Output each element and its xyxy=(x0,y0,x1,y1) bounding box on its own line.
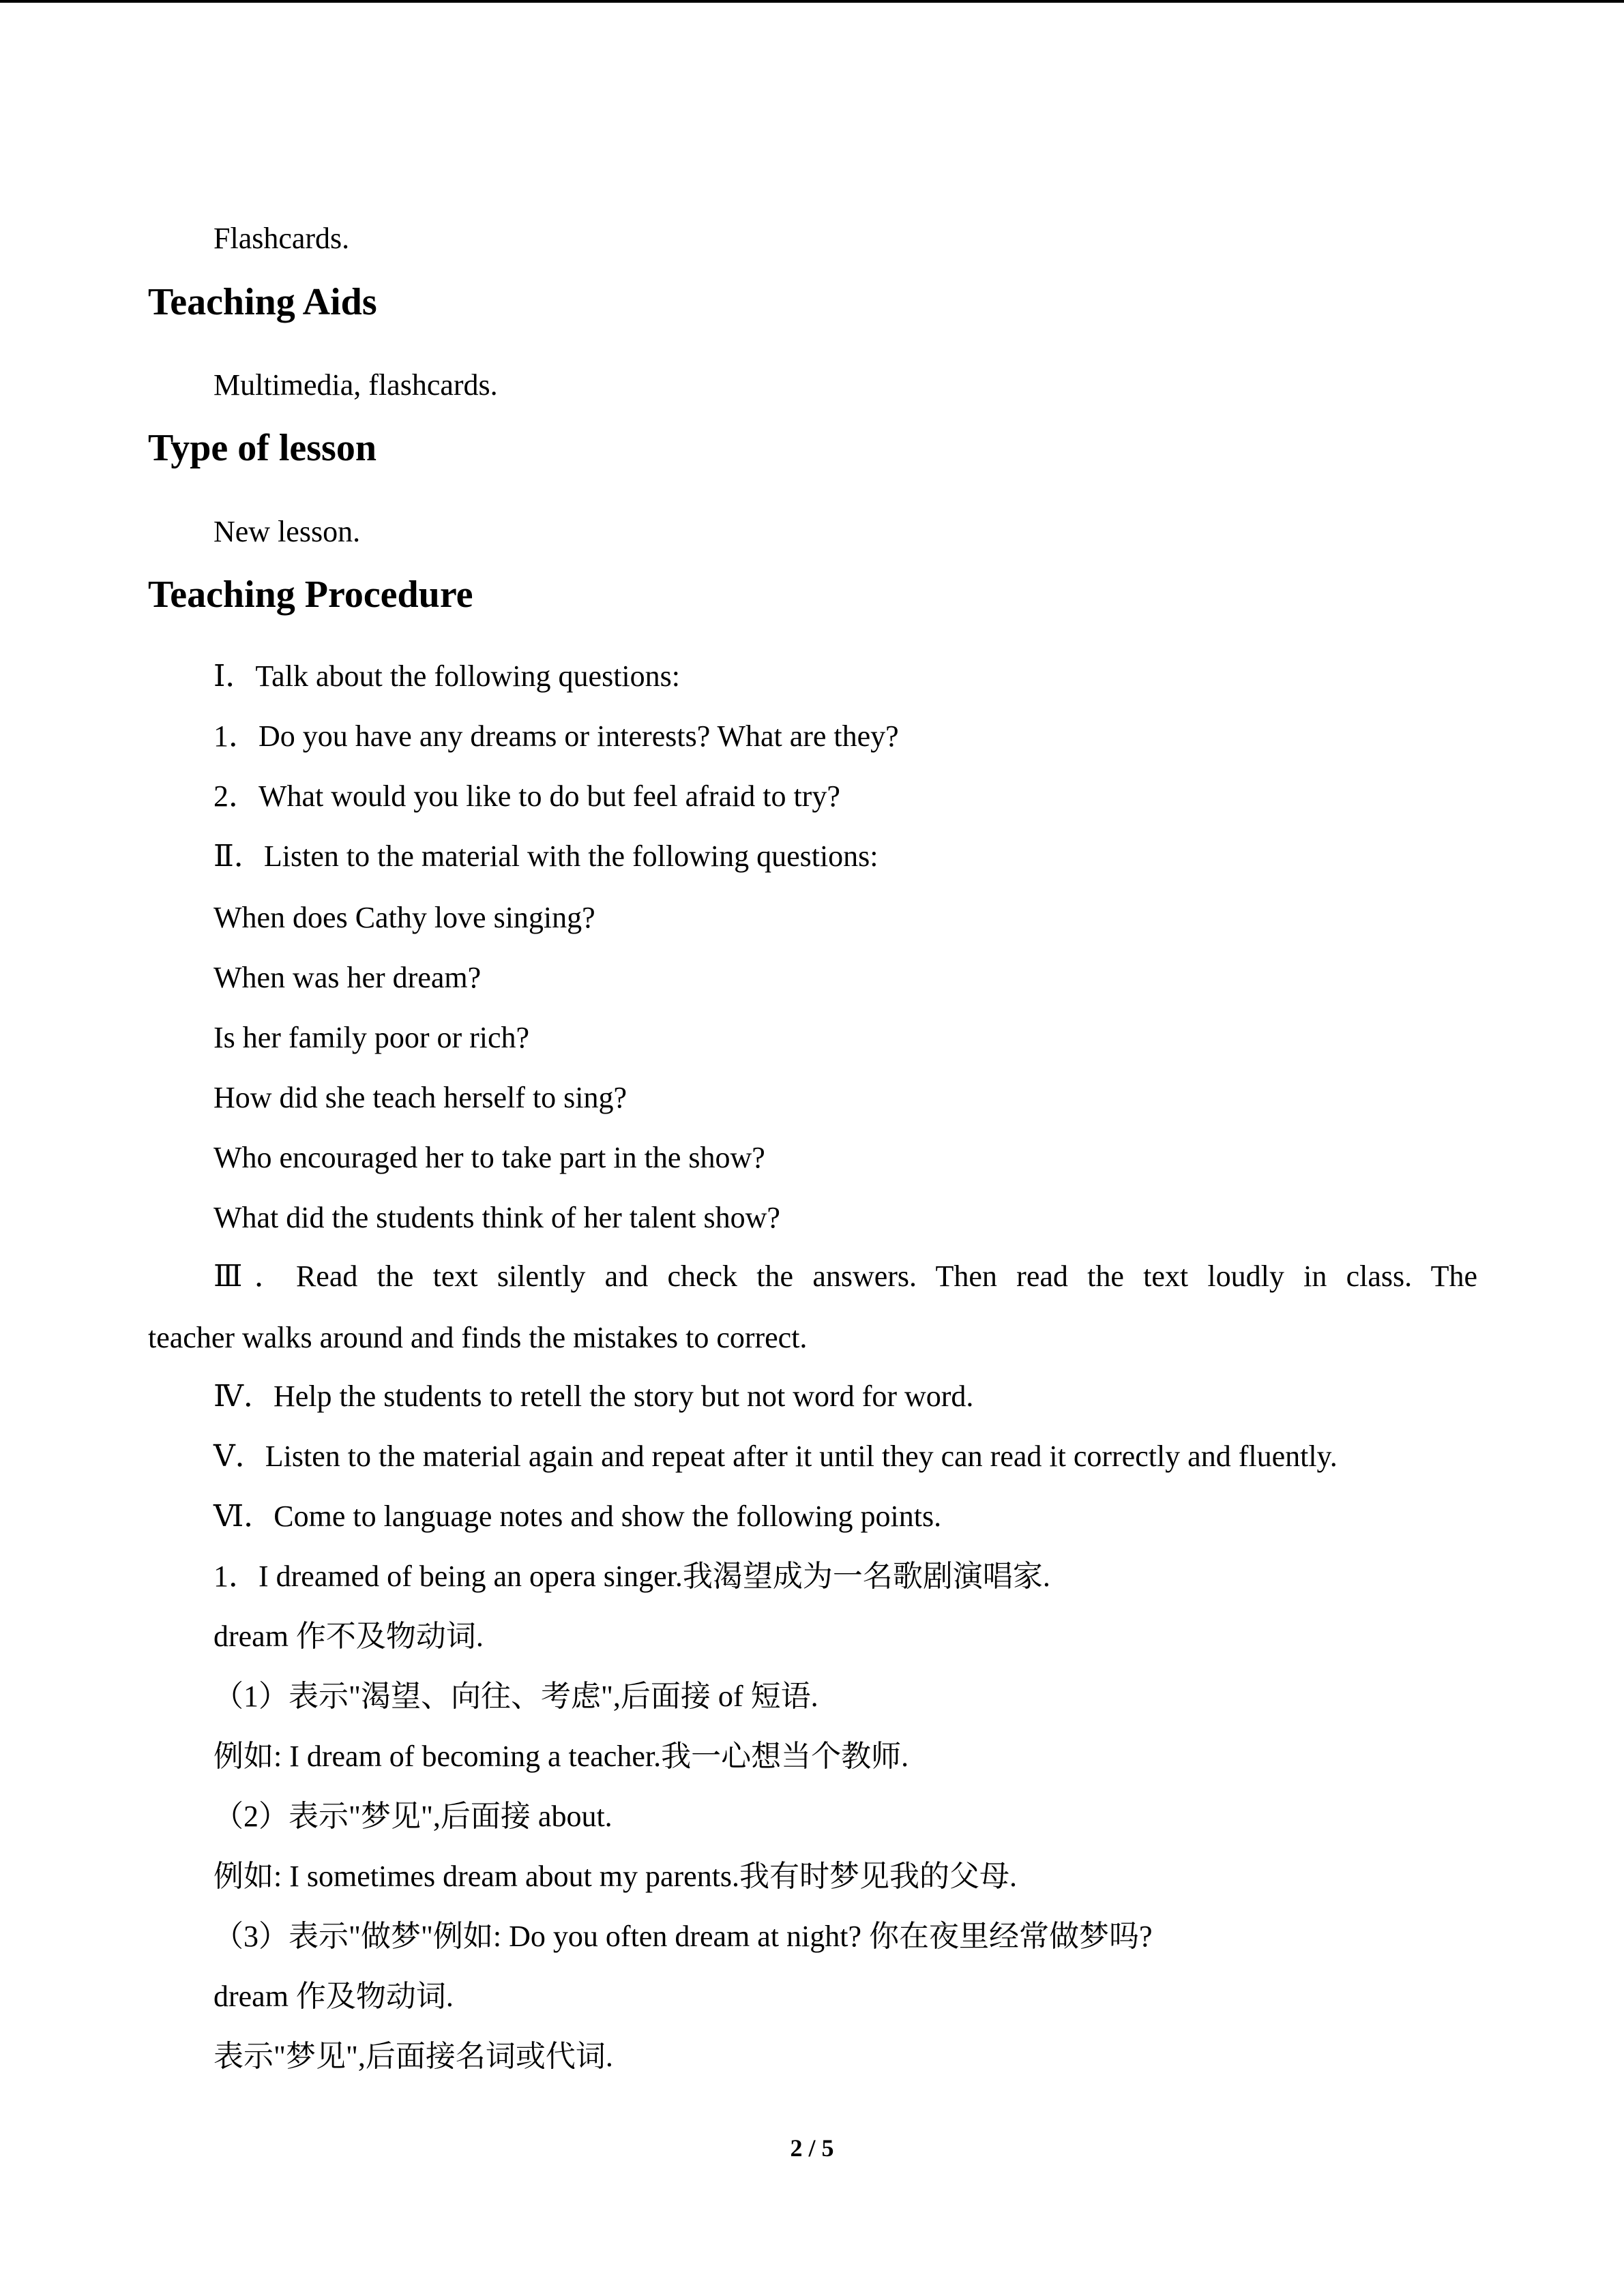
page-number: 2 / 5 xyxy=(790,2134,834,2162)
heading-teaching-procedure: Teaching Procedure xyxy=(148,573,473,616)
page-top-border xyxy=(0,0,1624,3)
note-intransitive: dream 作不及物动词. xyxy=(213,1620,484,1653)
heading-type-of-lesson: Type of lesson xyxy=(148,427,377,469)
listen-question: How did she teach herself to sing? xyxy=(213,1081,628,1114)
procedure-question-1: 1．Do you have any dreams or interests? What are they? xyxy=(213,719,899,753)
note-sense-4: 表示"梦见",后面接名词或代词. xyxy=(213,2040,613,2073)
procedure-step-6: Ⅵ．Come to language notes and show the following points. xyxy=(213,1500,942,1533)
materials-text: Flashcards. xyxy=(213,222,350,255)
note-example-1: 例如: I dream of becoming a teacher.我一心想当个教师. xyxy=(213,1740,909,1773)
type-of-lesson-text: New lesson. xyxy=(213,515,361,548)
note-example-2: 例如: I sometimes dream about my parents.我有时梦见我的父母. xyxy=(213,1860,1018,1893)
heading-teaching-aids: Teaching Aids xyxy=(148,281,377,323)
listen-question: When was her dream? xyxy=(213,961,482,994)
listen-question: When does Cathy love singing? xyxy=(213,901,595,934)
language-point-1: 1．I dreamed of being an opera singer.我渴望成为一名歌剧演唱家. xyxy=(213,1560,1050,1593)
procedure-step-2: Ⅱ．Listen to the material with the following questions: xyxy=(213,839,879,873)
procedure-step-3-continued: teacher walks around and finds the mistakes to correct. xyxy=(148,1321,808,1354)
note-sense-1: （1）表示"渴望、向往、考虑",后面接 of 短语. xyxy=(213,1680,818,1713)
procedure-step-3: Ⅲ．Read the text silently and check the answers. Then read the text loudly in class. The xyxy=(213,1259,1477,1293)
procedure-step-1: Ⅰ．Talk about the following questions: xyxy=(213,659,680,693)
listen-question: Who encouraged her to take part in the show? xyxy=(213,1141,765,1174)
note-transitive: dream 作及物动词. xyxy=(213,1980,454,2013)
listen-question: Is her family poor or rich? xyxy=(213,1021,530,1054)
listen-question: What did the students think of her talent show? xyxy=(213,1201,780,1234)
teaching-aids-text: Multimedia, flashcards. xyxy=(213,368,498,402)
note-sense-2: （2）表示"梦见",后面接 about. xyxy=(213,1800,612,1833)
procedure-step-4: Ⅳ．Help the students to retell the story but not word for word. xyxy=(213,1380,974,1413)
procedure-step-5: Ⅴ．Listen to the material again and repeat after it until they can read it correctly and fluently. xyxy=(213,1440,1338,1473)
note-sense-3: （3）表示"做梦"例如: Do you often dream at night? 你在夜里经常做梦吗? xyxy=(213,1920,1153,1953)
procedure-question-2: 2．What would you like to do but feel afraid to try? xyxy=(213,779,840,813)
